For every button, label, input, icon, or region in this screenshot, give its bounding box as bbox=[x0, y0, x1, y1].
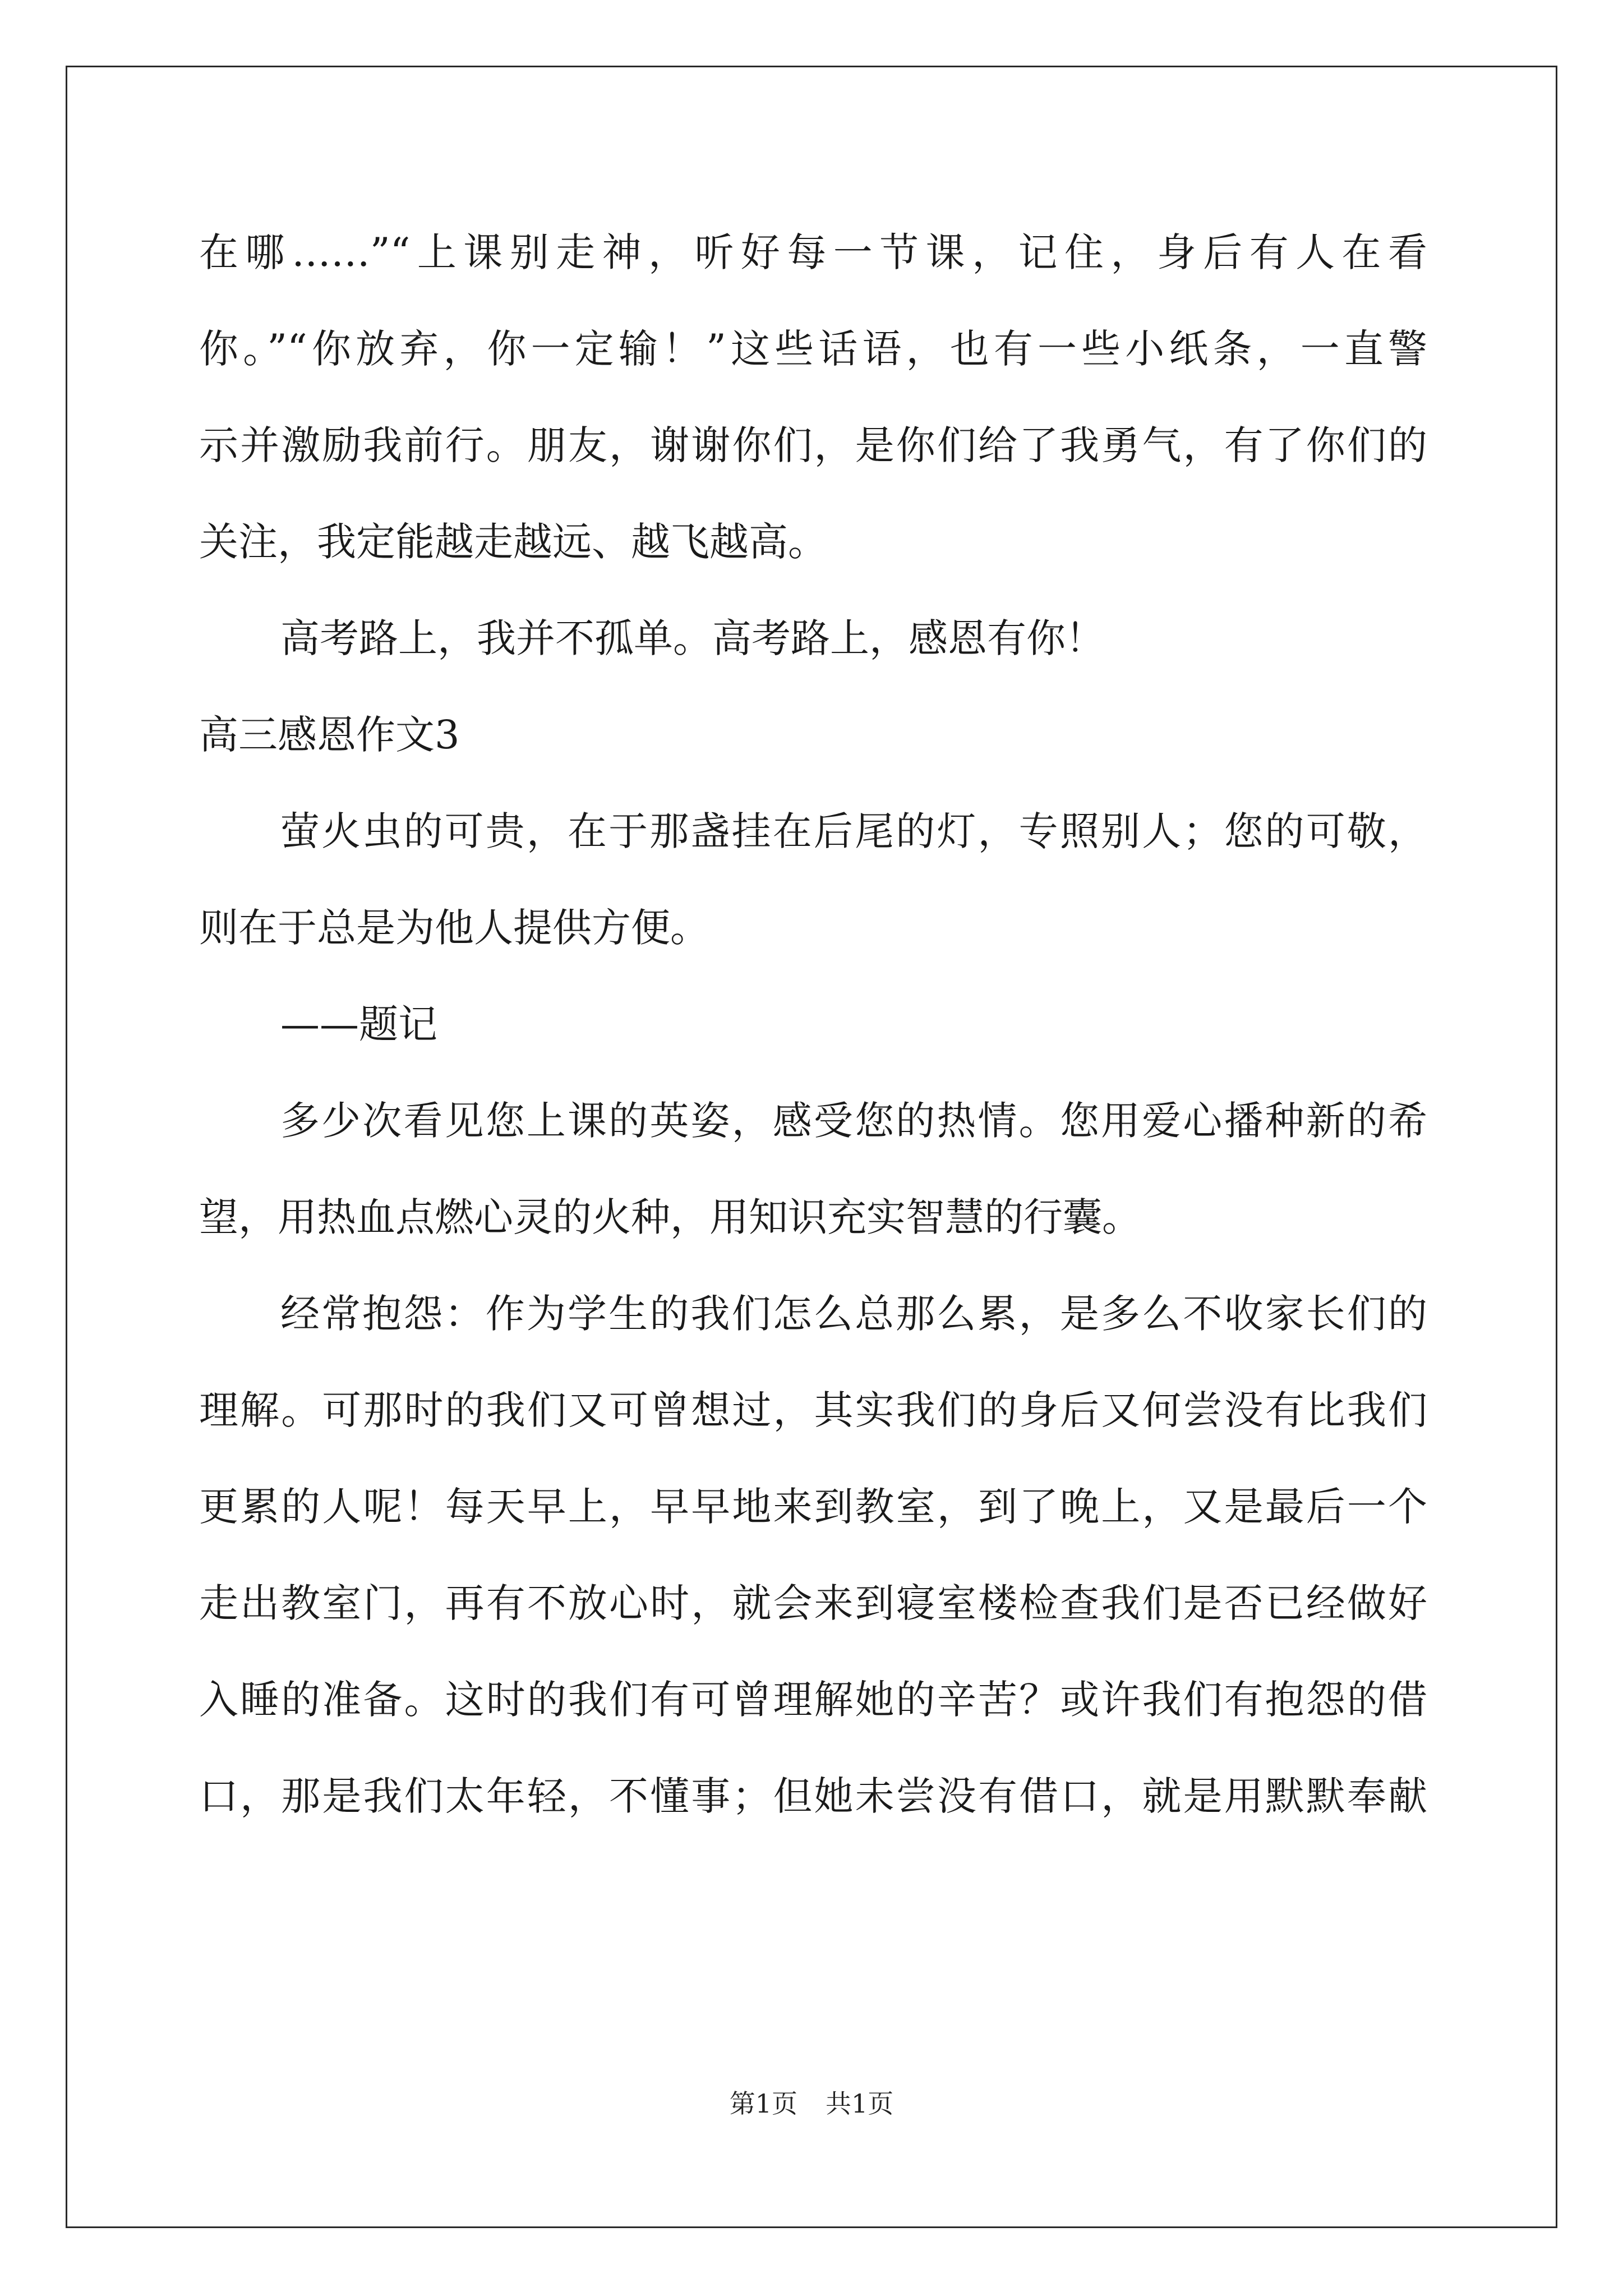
text-line: 萤火虫的可贵，在于那盏挂在后尾的灯，专照别人；您的可敬， bbox=[280, 808, 1427, 854]
text-line: 走出教室门，再有不放心时，就会来到寝室楼检查我们是否已经做好 bbox=[199, 1580, 1427, 1626]
epigraph-attribution: ——题记 bbox=[280, 1001, 437, 1047]
text-line: 则在于总是为他人提供方便。 bbox=[199, 905, 709, 951]
text-line: 理解。可那时的我们又可曾想过，其实我们的身后又何尝没有比我们 bbox=[199, 1387, 1427, 1433]
text-line: 多少次看见您上课的英姿，感受您的热情。您用爱心播种新的希 bbox=[280, 1098, 1427, 1144]
text-line: 你。”“你放弃，你一定输！”这些话语，也有一些小纸条，一直警 bbox=[199, 326, 1427, 372]
text-line: 示并激励我前行。朋友，谢谢你们，是你们给了我勇气，有了你们的 bbox=[199, 422, 1427, 468]
text-line: 关注，我定能越走越远、越飞越高。 bbox=[199, 519, 827, 565]
text-line: 口，那是我们太年轻，不懂事；但她未尝没有借口，就是用默默奉献 bbox=[199, 1773, 1427, 1819]
page-total: 共1页 bbox=[826, 2088, 894, 2119]
section-heading: 高三感恩作文3 bbox=[199, 712, 460, 758]
text-line: 望，用热血点燃心灵的火种，用知识充实智慧的行囊。 bbox=[199, 1194, 1141, 1240]
text-line: 高考路上，我并不孤单。高考路上，感恩有你！ bbox=[280, 615, 1105, 661]
text-line: 经常抱怨：作为学生的我们怎么总那么累，是多么不收家长们的 bbox=[280, 1291, 1427, 1337]
text-line: 更累的人呢！每天早上，早早地来到教室，到了晚上，又是最后一个 bbox=[199, 1484, 1427, 1530]
text-line: 入睡的准备。这时的我们有可曾理解她的辛苦？或许我们有抱怨的借 bbox=[199, 1677, 1427, 1723]
page-footer bbox=[0, 2088, 1623, 2119]
document-body bbox=[199, 213, 1427, 1853]
page-number: 第1页 bbox=[729, 2088, 797, 2119]
text-line: 在哪……”“上课别走神，听好每一节课，记住，身后有人在看 bbox=[199, 229, 1427, 275]
